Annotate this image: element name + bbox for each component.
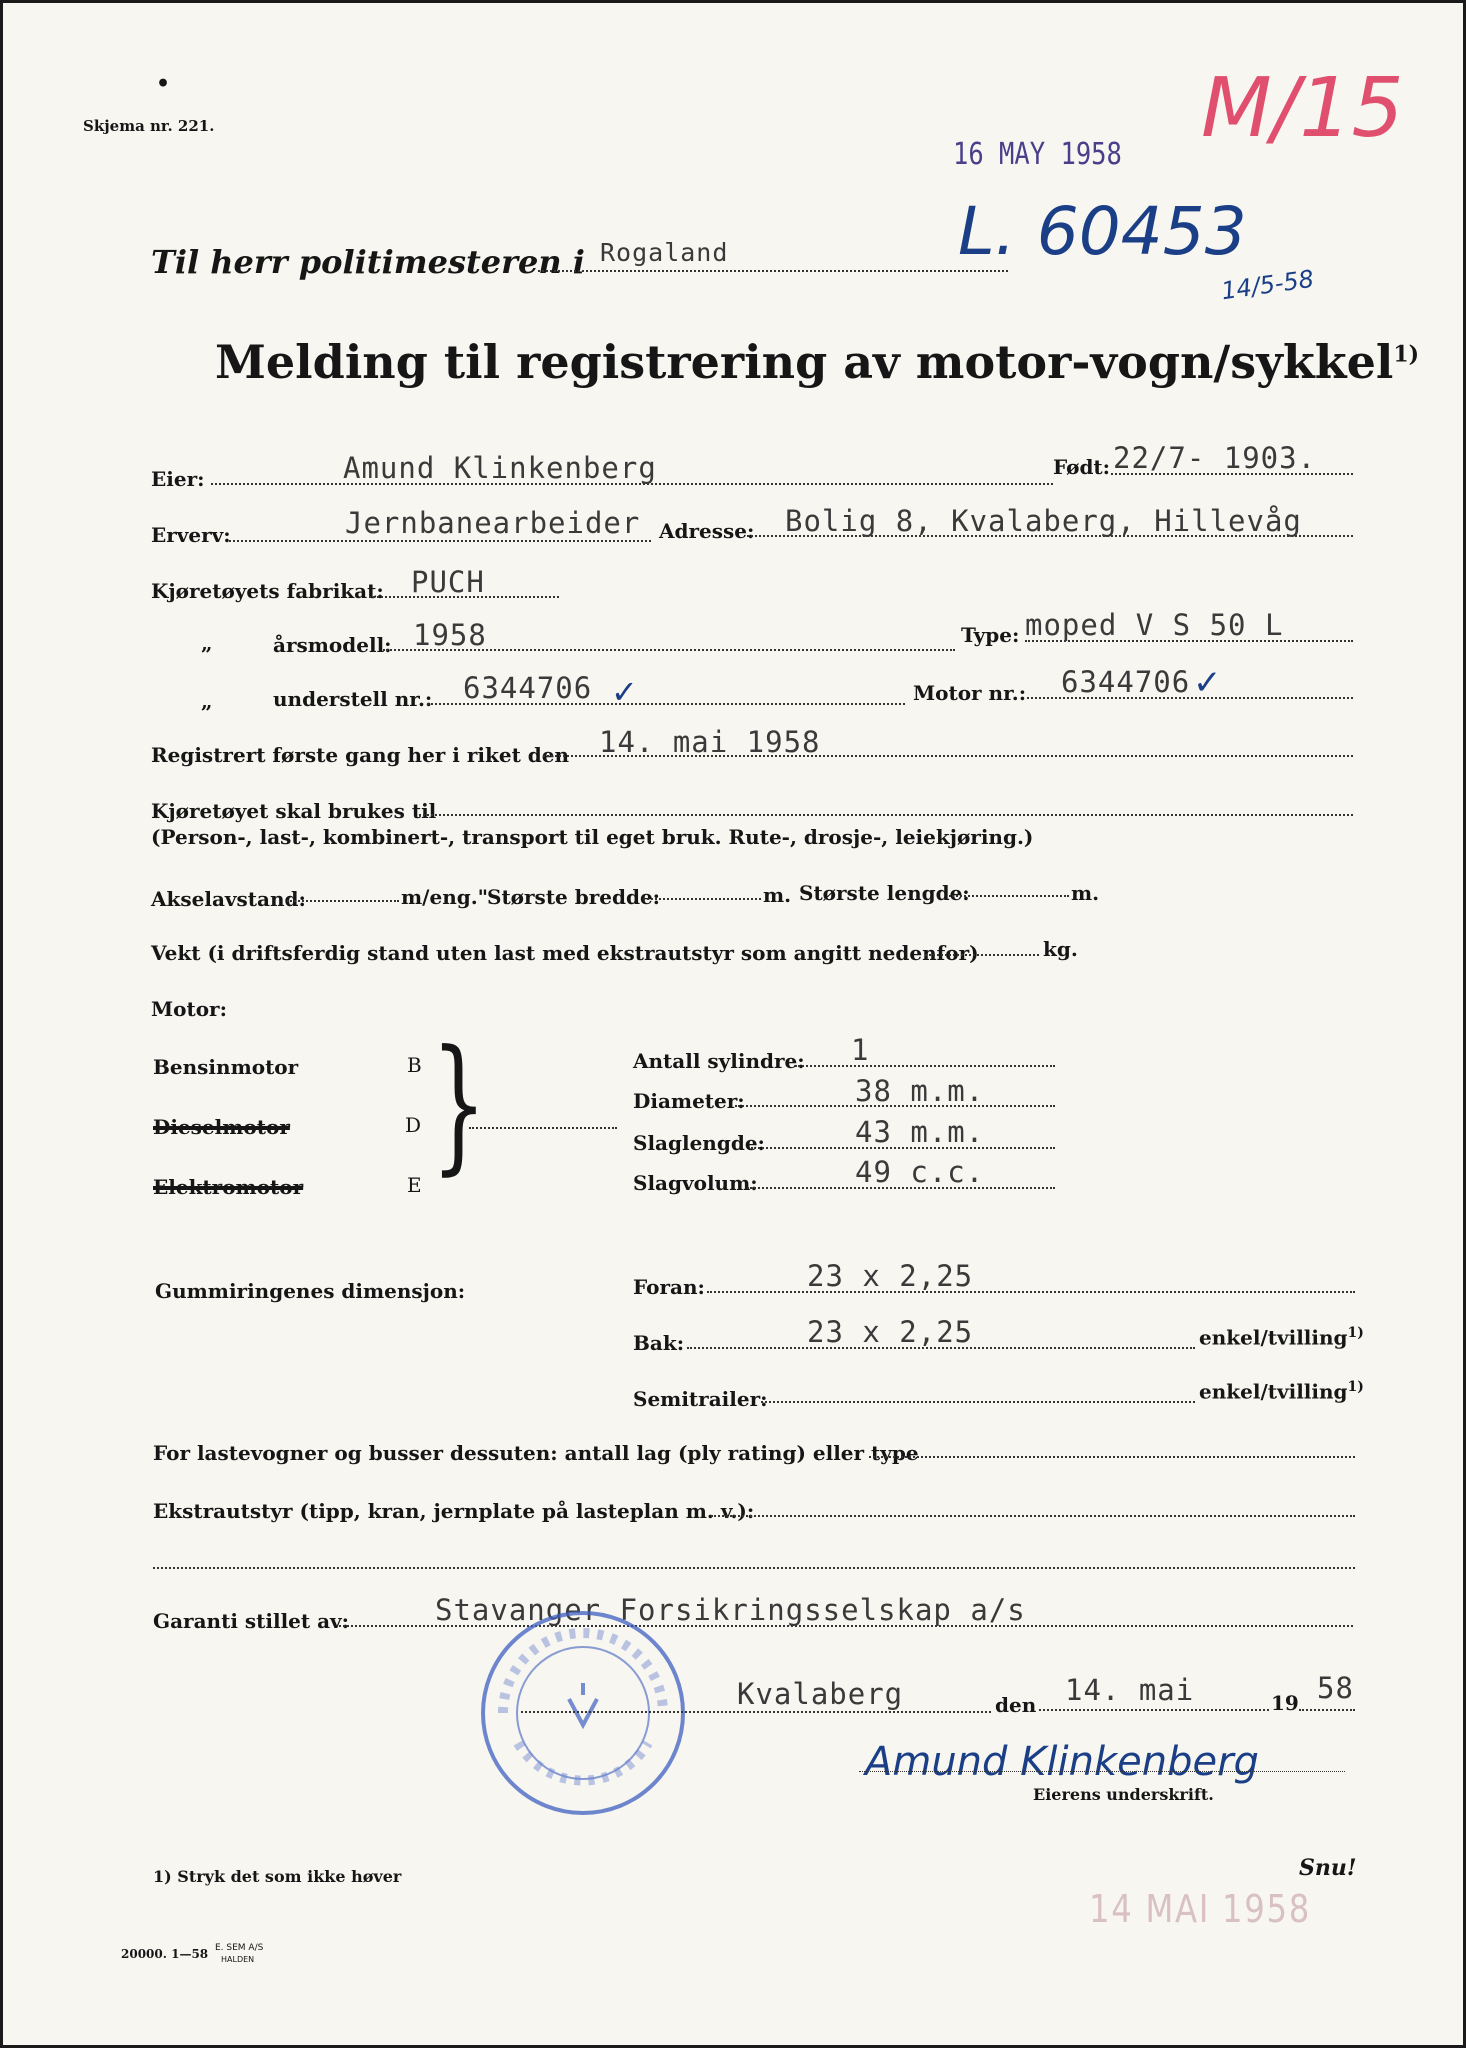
usage-line: [419, 814, 1353, 816]
date-value: 14. mai: [1065, 1673, 1195, 1707]
diameter-label: Diameter:: [633, 1089, 745, 1113]
tires-rear-label: Bak:: [633, 1331, 685, 1355]
guarantee-value: Stavanger Forsikringsselskap a/s: [435, 1593, 1026, 1627]
tires-label: Gummiringenes dimensjon:: [155, 1279, 466, 1303]
chassis-value: 6344706: [463, 671, 593, 705]
volume-label: Slagvolum:: [633, 1171, 758, 1195]
axle-line: [287, 900, 399, 902]
tires-front-line: [707, 1291, 1355, 1293]
first-reg-label: Registrert første gang her i riket den: [151, 743, 570, 767]
official-round-stamp: [473, 1603, 693, 1823]
ditto-mark-2: „: [201, 689, 213, 713]
form-title: Melding til registrering av motor-vogn/sykkel$^{1)}$: [215, 335, 1420, 389]
registration-number: L. 60453: [958, 193, 1247, 270]
ditto-mark: „: [201, 631, 213, 655]
length-label: Største lengde:: [799, 881, 970, 905]
chassis-label: understell nr.:: [273, 687, 433, 711]
received-stamp-date: 16 MAY 1958: [953, 137, 1122, 172]
motor-type-brace: }: [431, 1019, 487, 1189]
motor-letter-e: E: [407, 1173, 422, 1197]
width-unit: m.: [763, 883, 792, 907]
length-unit: m.: [1071, 881, 1100, 905]
footnote: 1) Stryk det som ikke høver: [153, 1867, 402, 1886]
addressee-value: Rogaland: [600, 238, 729, 267]
equipment-line-2: [153, 1567, 1355, 1569]
year-line: [1299, 1709, 1355, 1711]
make-label: Kjøretøyets fabrikat:: [151, 579, 384, 603]
signature-caption: Eierens underskrift.: [1033, 1785, 1214, 1804]
handwritten-date: 14/5-58: [1219, 264, 1316, 306]
model-year-value: 1958: [413, 618, 487, 652]
tires-rear-value: 23 x 2,25: [807, 1315, 974, 1349]
length-line: [949, 895, 1069, 897]
model-year-label: årsmodell:: [273, 633, 392, 657]
semitrailer-suffix: enkel/tvilling$^{1)}$: [1199, 1379, 1364, 1404]
axle-label: Akselavstand:: [151, 887, 306, 911]
born-label: Født:: [1053, 455, 1111, 479]
motor-no-label: Motor nr.:: [913, 681, 1027, 705]
stroke-value: 43 m.m.: [855, 1115, 985, 1149]
place-value: Kvalaberg: [737, 1677, 904, 1711]
usage-label: Kjøretøyet skal brukes til: [151, 799, 437, 823]
turn-over-note: Snu!: [1299, 1855, 1357, 1881]
owner-signature: Amund Klinkenberg: [865, 1739, 1259, 1785]
stroke-label: Slaglengde:: [633, 1131, 765, 1155]
owner-label: Eier:: [151, 467, 205, 491]
motor-no-value: 6344706: [1061, 665, 1191, 699]
equipment-label: Ekstrautstyr (tipp, kran, jernplate på lasteplan m. v.):: [153, 1499, 755, 1523]
address-label: Adresse:: [659, 519, 755, 543]
signature-line: [859, 1771, 1345, 1772]
type-label: Type:: [961, 623, 1020, 647]
born-value: 22/7- 1903.: [1113, 441, 1317, 475]
check-mark-icon: ✓: [611, 673, 638, 711]
axle-unit: m/eng.": [401, 885, 489, 909]
date-line: [1039, 1709, 1269, 1711]
motor-heading: Motor:: [151, 997, 227, 1021]
handwritten-code: M/15: [1201, 61, 1404, 156]
year-suffix: 58: [1317, 1671, 1354, 1705]
motor-letter-b: B: [407, 1053, 422, 1077]
weight-line: [925, 954, 1039, 956]
tires-rear-suffix: enkel/tvilling$^{1)}$: [1199, 1325, 1364, 1350]
printer-city: HALDEN: [221, 1955, 255, 1964]
width-line: [643, 898, 761, 900]
tires-front-label: Foran:: [633, 1275, 705, 1299]
tires-front-value: 23 x 2,25: [807, 1259, 974, 1293]
printer-name: E. SEM A/S: [215, 1943, 264, 1953]
schema-number: Skjema nr. 221.: [83, 117, 215, 135]
first-reg-value: 14. mai 1958: [599, 725, 821, 759]
cylinders-label: Antall sylindre:: [633, 1049, 805, 1073]
motor-type-petrol: Bensinmotor: [153, 1055, 299, 1079]
motor-type-line: [469, 1127, 617, 1129]
motor-type-electric: Elektromotor: [153, 1175, 304, 1199]
ply-line: [869, 1456, 1355, 1458]
addressee-line: [538, 270, 1008, 272]
type-value: moped V S 50 L: [1025, 608, 1284, 642]
semitrailer-label: Semitrailer:: [633, 1387, 768, 1411]
occupation-value: Jernbanearbeider: [345, 506, 641, 540]
guarantee-label: Garanti stillet av:: [153, 1609, 350, 1633]
faded-date-stamp: 14 MAI 1958: [1089, 1887, 1312, 1931]
ply-label: For lastevogner og busser dessuten: antall lag (ply rating) eller type: [153, 1441, 919, 1465]
motor-type-diesel: Dieselmotor: [153, 1115, 290, 1139]
addressee-label: Til herr politimesteren i: [151, 243, 585, 281]
occupation-label: Erverv:: [151, 523, 231, 547]
cylinders-line: [795, 1065, 1055, 1067]
make-value: PUCH: [411, 565, 485, 599]
occupation-line: [229, 540, 651, 542]
year-prefix: 19: [1271, 1691, 1299, 1715]
diameter-value: 38 m.m.: [855, 1074, 985, 1108]
volume-value: 49 c.c.: [855, 1155, 985, 1189]
equipment-line: [711, 1515, 1355, 1517]
print-info: 20000. 1—58: [121, 1947, 209, 1961]
width-label: Største bredde:: [487, 885, 661, 909]
weight-label: Vekt (i driftsferdig stand uten last med ekstrautstyr som angitt nedenfor): [151, 941, 979, 965]
address-value: Bolig 8, Kvalaberg, Hillevåg: [785, 504, 1302, 538]
place-line: [521, 1711, 991, 1713]
date-den-label: den: [995, 1693, 1037, 1717]
semitrailer-line: [761, 1401, 1195, 1403]
motor-letter-d: D: [405, 1113, 422, 1137]
cylinders-value: 1: [851, 1033, 870, 1067]
usage-note: (Person-, last-, kombinert-, transport til eget bruk. Rute-, drosje-, leiekjøring.): [151, 825, 1034, 849]
owner-value: Amund Klinkenberg: [343, 451, 657, 485]
corner-mark: •: [156, 71, 171, 97]
check-mark-icon-2: ✓: [1193, 663, 1222, 703]
weight-unit: kg.: [1043, 937, 1078, 961]
